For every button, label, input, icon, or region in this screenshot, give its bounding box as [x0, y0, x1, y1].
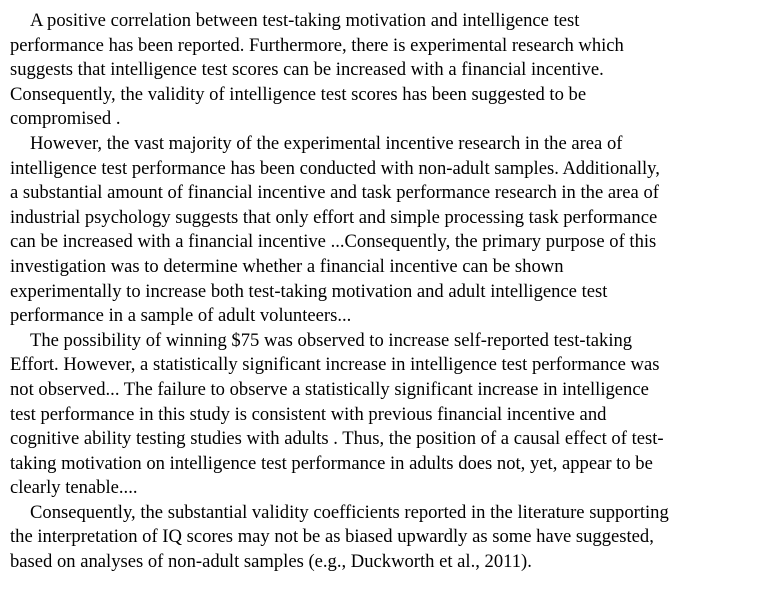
text-line: investigation was to determine whether a financial incentive can be shown [10, 255, 564, 277]
text-line: The possibility of winning $75 was observed to increase self-reported test-taking [30, 329, 633, 351]
text-line: suggests that intelligence test scores can be increased with a financial incentive. [10, 59, 604, 81]
text-line: test performance in this study is consistent with previous financial incentive and [10, 403, 607, 425]
text-line: clearly tenable.... [10, 477, 138, 499]
text-line: compromised . [10, 108, 121, 130]
text-line: based on analyses of non-adult samples (e.g., Duckworth et al., 2011). [10, 551, 532, 573]
text-line: can be increased with a financial incentive ...Consequently, the primary purpose of this [10, 231, 657, 253]
text-line: Consequently, the validity of intelligence test scores has been suggested to be [10, 83, 587, 105]
paragraph-2 [10, 132, 775, 329]
text-line: Consequently, the substantial validity coefficients reported in the literature supporting [30, 501, 669, 523]
text-line: cognitive ability testing studies with adults . Thus, the position of a causal effect of test- [10, 428, 664, 450]
text-line: the interpretation of IQ scores may not be as biased upwardly as some have suggested, [10, 526, 654, 548]
document-body [10, 9, 775, 575]
text-line: industrial psychology suggests that only effort and simple processing task performance [10, 206, 658, 228]
text-line: a substantial amount of financial incentive and task performance research in the area of [10, 182, 659, 204]
paragraph-3 [10, 329, 775, 501]
text-line: taking motivation on intelligence test performance in adults does not, yet, appear to be [10, 452, 653, 474]
text-line: Effort. However, a statistically significant increase in intelligence test performance was [10, 354, 660, 376]
text-line: intelligence test performance has been conducted with non-adult samples. Additionally, [10, 157, 660, 179]
text-line: However, the vast majority of the experimental incentive research in the area of [30, 132, 623, 154]
text-line: A positive correlation between test-taking motivation and intelligence test [30, 10, 580, 31]
text-line: not observed... The failure to observe a statistically significant increase in intelligence [10, 378, 649, 400]
text-line: experimentally to increase both test-taking motivation and adult intelligence test [10, 280, 608, 302]
text-line: performance has been reported. Furthermore, there is experimental research which [10, 34, 624, 56]
paragraph-1 [10, 9, 775, 132]
paragraph-4 [10, 501, 775, 575]
text-line: performance in a sample of adult volunteers... [10, 305, 352, 327]
